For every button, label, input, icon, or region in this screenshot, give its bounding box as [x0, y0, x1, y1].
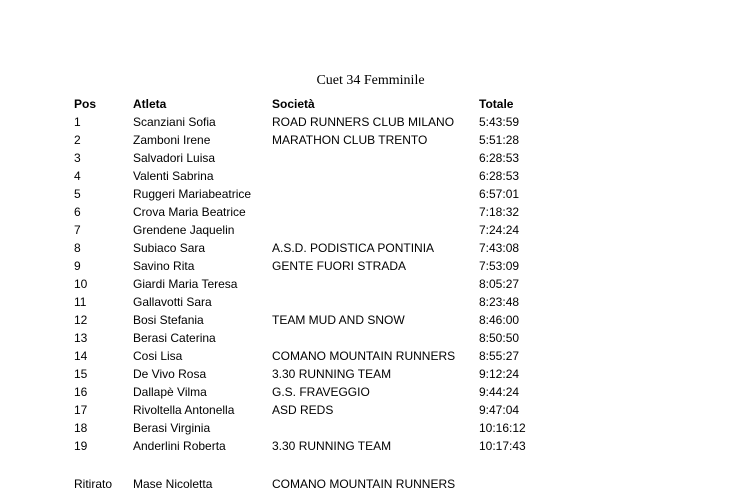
table-row — [0, 311, 741, 329]
table-row — [0, 419, 741, 437]
cell-athlete: Dallapè Vilma — [133, 385, 207, 399]
cell-time: 8:55:27 — [479, 349, 520, 363]
cell-athlete: Ruggeri Mariabeatrice — [133, 187, 252, 201]
cell-time: 7:43:08 — [479, 241, 520, 255]
cell-athlete: Giardi Maria Teresa — [133, 277, 238, 291]
cell-pos: 10 — [74, 277, 88, 291]
cell-athlete: Savino Rita — [133, 259, 195, 273]
cell-athlete: Salvadori Luisa — [133, 151, 216, 165]
cell-time: 8:05:27 — [479, 277, 520, 291]
cell-time: 7:24:24 — [479, 223, 520, 237]
cell-athlete: De Vivo Rosa — [133, 367, 207, 381]
cell-pos: 1 — [74, 115, 81, 129]
table-row — [0, 401, 741, 419]
cell-time: 6:57:01 — [479, 187, 520, 201]
cell-time: 7:18:32 — [479, 205, 520, 219]
cell-athlete: Subiaco Sara — [133, 241, 206, 255]
cell-pos: 9 — [74, 259, 81, 273]
cell-athlete: Berasi Caterina — [133, 331, 216, 345]
table-body — [0, 113, 741, 455]
header-pos: Pos — [74, 97, 97, 111]
table-row — [0, 239, 741, 257]
table-row — [0, 329, 741, 347]
table-row — [0, 347, 741, 365]
table-row — [0, 185, 741, 203]
table-row — [0, 221, 741, 239]
cell-club: COMANO MOUNTAIN RUNNERS — [272, 477, 456, 491]
cell-pos: 16 — [74, 385, 88, 399]
cell-time: 9:12:24 — [479, 367, 520, 381]
cell-club: GENTE FUORI STRADA — [272, 259, 407, 273]
cell-club: 3.30 RUNNING TEAM — [272, 439, 392, 453]
cell-pos: 3 — [74, 151, 81, 165]
cell-time: 7:53:09 — [479, 259, 520, 273]
cell-athlete: Berasi Virginia — [133, 421, 211, 435]
cell-club: 3.30 RUNNING TEAM — [272, 367, 392, 381]
cell-pos: 13 — [74, 331, 88, 345]
cell-time: 8:50:50 — [479, 331, 520, 345]
cell-pos: 14 — [74, 349, 88, 363]
table-row — [0, 293, 741, 311]
cell-club: ROAD RUNNERS CLUB MILANO — [272, 115, 455, 129]
cell-club: COMANO MOUNTAIN RUNNERS — [272, 349, 456, 363]
retired-section — [0, 475, 741, 493]
cell-athlete: Gallavotti Sara — [133, 295, 212, 309]
cell-time: 10:17:43 — [479, 439, 526, 453]
cell-time: 9:47:04 — [479, 403, 520, 417]
cell-time: 8:46:00 — [479, 313, 520, 327]
table-row — [0, 383, 741, 401]
header-time: Totale — [479, 97, 514, 111]
cell-time: 5:51:28 — [479, 133, 520, 147]
table-row — [0, 149, 741, 167]
table-row — [0, 257, 741, 275]
table-row — [0, 113, 741, 131]
cell-pos: 8 — [74, 241, 81, 255]
cell-club: ASD REDS — [272, 403, 334, 417]
cell-athlete: Mase Nicoletta — [133, 477, 213, 491]
section-gap — [0, 455, 741, 475]
cell-pos: 4 — [74, 169, 81, 183]
cell-time: 8:23:48 — [479, 295, 520, 309]
cell-pos: 7 — [74, 223, 81, 237]
cell-athlete: Crova Maria Beatrice — [133, 205, 246, 219]
cell-pos: 6 — [74, 205, 81, 219]
table-row — [0, 203, 741, 221]
cell-athlete: Bosi Stefania — [133, 313, 204, 327]
cell-athlete: Cosi Lisa — [133, 349, 183, 363]
cell-athlete: Scanziani Sofia — [133, 115, 216, 129]
cell-time: 10:16:12 — [479, 421, 526, 435]
results-table — [0, 95, 741, 493]
cell-athlete: Rivoltella Antonella — [133, 403, 235, 417]
cell-pos: 17 — [74, 403, 88, 417]
page-title: Cuet 34 Femminile — [316, 73, 425, 88]
cell-time: 5:43:59 — [479, 115, 520, 129]
cell-club: A.S.D. PODISTICA PONTINIA — [272, 241, 435, 255]
cell-pos: 12 — [74, 313, 88, 327]
cell-athlete: Zamboni Irene — [133, 133, 211, 147]
cell-pos: 18 — [74, 421, 88, 435]
header-name: Atleta — [133, 97, 167, 111]
cell-pos: 15 — [74, 367, 88, 381]
cell-club: TEAM MUD AND SNOW — [272, 313, 405, 327]
table-row — [0, 365, 741, 383]
cell-athlete: Grendene Jaquelin — [133, 223, 235, 237]
cell-time: 6:28:53 — [479, 169, 520, 183]
table-row — [0, 475, 741, 493]
cell-athlete: Valenti Sabrina — [133, 169, 214, 183]
cell-pos: 19 — [74, 439, 88, 453]
cell-club: MARATHON CLUB TRENTO — [272, 133, 428, 147]
cell-pos: 2 — [74, 133, 81, 147]
table-header — [0, 95, 741, 113]
cell-athlete: Anderlini Roberta — [133, 439, 226, 453]
cell-club: G.S. FRAVEGGIO — [272, 385, 370, 399]
table-row — [0, 131, 741, 149]
table-row — [0, 275, 741, 293]
cell-pos: 5 — [74, 187, 81, 201]
header-club: Società — [272, 97, 315, 111]
cell-pos: Ritirato — [74, 477, 113, 491]
cell-time: 6:28:53 — [479, 151, 520, 165]
cell-time: 9:44:24 — [479, 385, 520, 399]
table-row — [0, 167, 741, 185]
table-row — [0, 437, 741, 455]
cell-pos: 11 — [74, 295, 87, 309]
